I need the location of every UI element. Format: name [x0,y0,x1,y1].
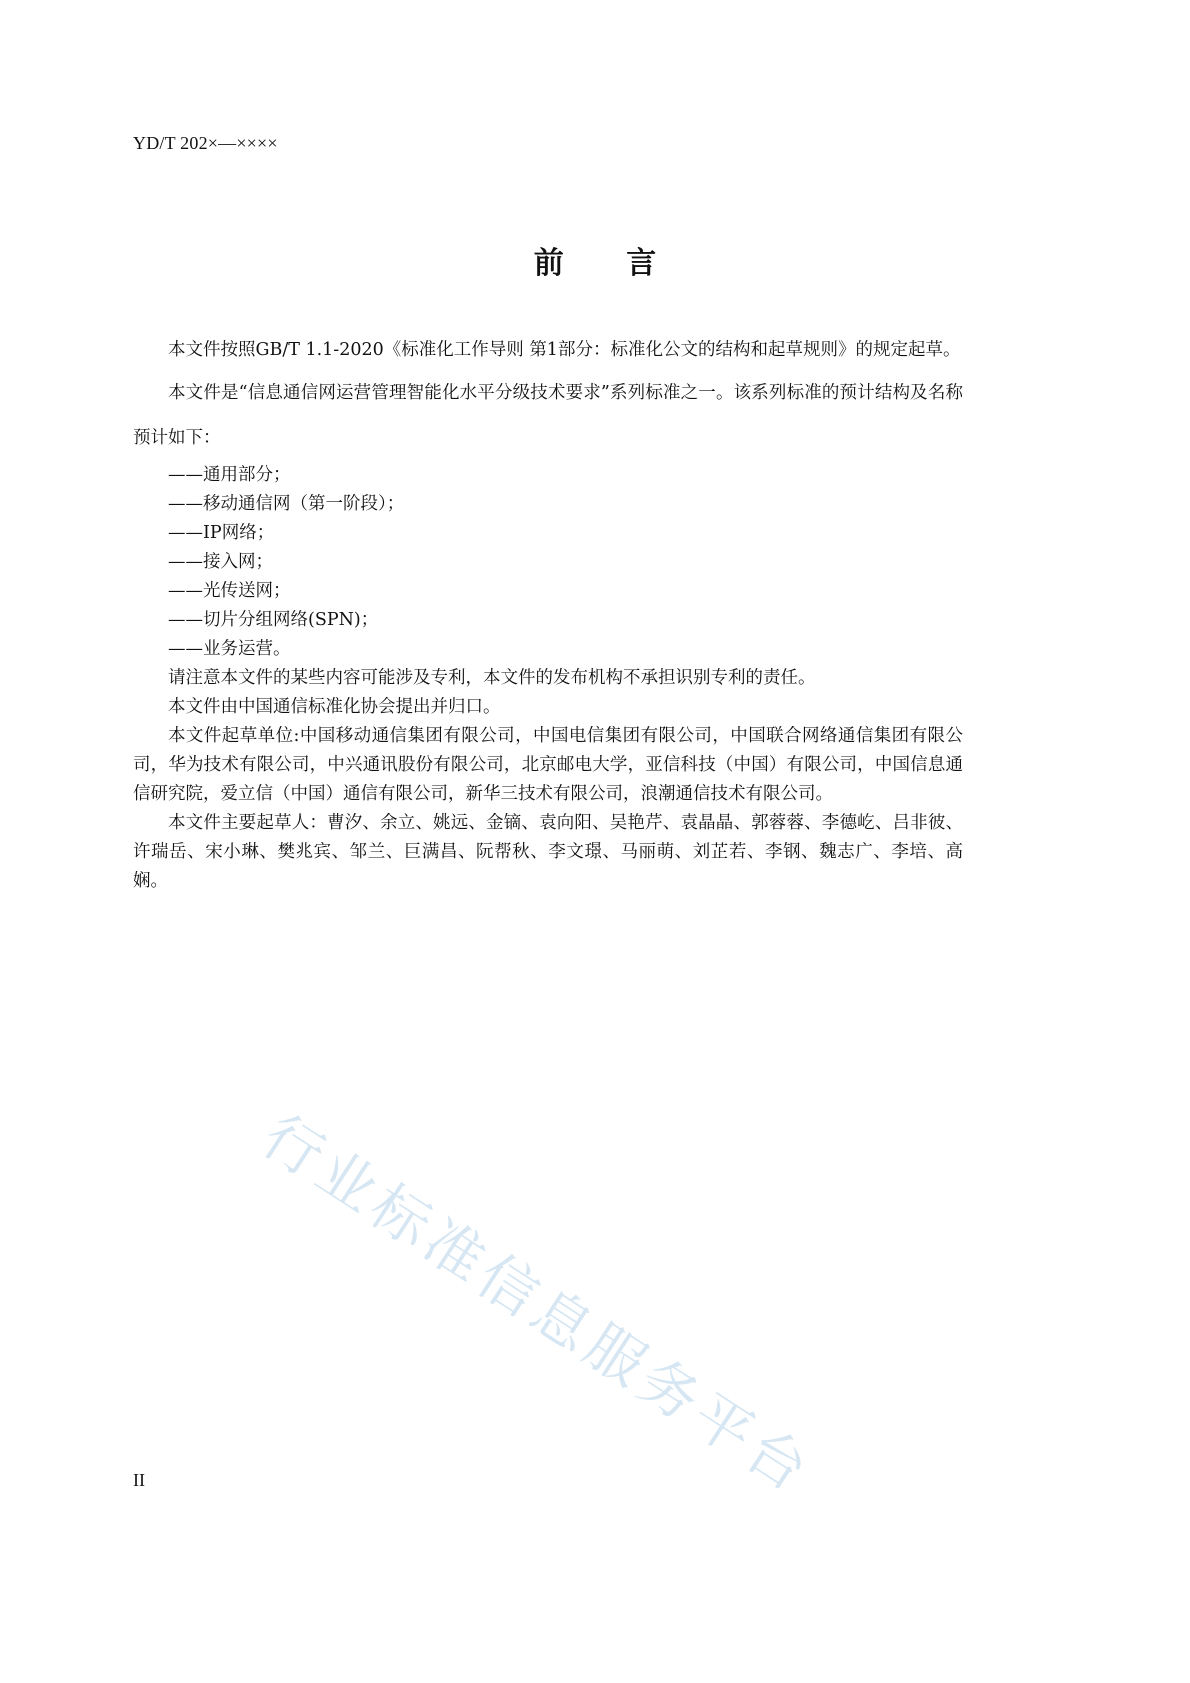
series-list-item: ——通用部分； [168,465,291,485]
series-list-item: ——移动通信网（第一阶段）； [168,494,405,514]
paragraph-proposer: 本文件由中国通信标准化协会提出并归口。 [168,697,501,717]
foreword-body [133,336,963,896]
page-number: II [133,1470,145,1490]
page-title [0,238,1190,282]
watermark-text: 行业标准信息服务平台 [250,1101,825,1508]
paragraph-series-intro: 本文件是“信息通信网运营管理智能化水平分级技术要求”系列标准之一。该系列标准的预计结构及名称预计如下： [133,383,963,448]
paragraph-drafting-rules: 本文件按照GB/T 1.1-2020《标准化工作导则 第1部分：标准化公文的结构和起草规则》的规定起草。 [168,340,961,360]
series-list-item: ——接入网； [168,552,273,572]
standard-code: YD/T 202×—×××× [133,133,278,153]
paragraph-drafters: 本文件主要起草人：曹汐、余立、姚远、金镝、袁向阳、吴艳芹、袁晶晶、郭蓉蓉、李德屹、吕非彼、许瑞岳、宋小琳、樊兆宾、邹兰、巨满昌、阮帮秋、李文璟、马丽萌、刘芷若、李钢、魏志广、李培、高娴。 [133,813,963,891]
title-char-1: 前 [533,246,564,281]
paragraph-patent-notice: 请注意本文件的某些内容可能涉及专利，本文件的发布机构不承担识别专利的责任。 [168,668,816,688]
series-list-item: ——IP网络； [168,523,275,543]
paragraph-drafting-units: 本文件起草单位:中国移动通信集团有限公司，中国电信集团有限公司，中国联合网络通信集团有限公司，华为技术有限公司，中兴通讯股份有限公司，北京邮电大学，亚信科技（中国）有限公司，中国信息通信研究院，爱立信（中国）通信有限公司，新华三技术有限公司，浪潮通信技术有限公司。 [133,726,963,804]
series-list-item: ——光传送网； [168,581,291,601]
series-list-item: ——业务运营。 [168,639,291,659]
series-list [133,461,963,664]
series-list-item: ——切片分组网络(SPN)； [168,610,379,630]
title-char-2: 言 [626,246,657,281]
